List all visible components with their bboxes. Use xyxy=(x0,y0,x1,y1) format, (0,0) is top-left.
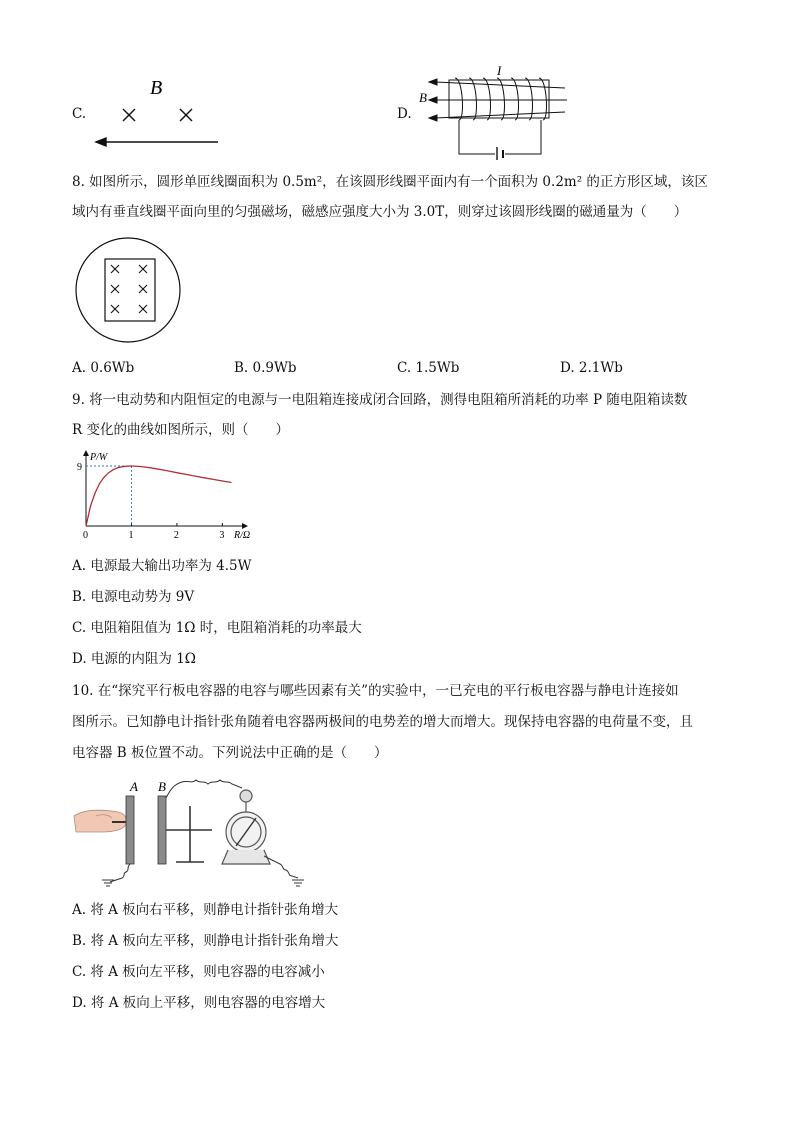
y-axis-arrow xyxy=(83,450,89,456)
q9-option-a[interactable]: A. 电源最大输出功率为 4.5W xyxy=(72,558,252,574)
plate-b-label: B xyxy=(158,779,166,794)
q9-stem-line-2: R 变化的曲线如图所示，则（ ） xyxy=(72,422,289,438)
q7-c-field-label: B xyxy=(150,77,163,99)
q9-stem-line-1: 9. 将一电动势和内阻恒定的电源与一电阻箱连接成闭合回路，测得电阻箱所消耗的功率 P 随电阻箱读数 xyxy=(72,392,688,408)
y-tick-label: 9 xyxy=(77,462,82,473)
q9-option-c[interactable]: C. 电阻箱阻值为 1Ω 时，电阻箱消耗的功率最大 xyxy=(72,620,362,636)
q8-stem-line-2: 域内有垂直线圈平面向里的匀强磁场，磁感应强度大小为 3.0T，则穿过该圆形线圈的磁通量为（ ） xyxy=(72,204,688,220)
q7-d-current-label: I xyxy=(497,63,502,78)
q10-option-b[interactable]: B. 将 A 板向左平移，则静电计指针张角增大 xyxy=(72,933,339,949)
q9-option-d[interactable]: D. 电源的内阻为 1Ω xyxy=(72,651,196,667)
wire-plate-a-ground xyxy=(110,864,130,882)
q7-option-d-label: D. xyxy=(397,106,412,122)
q7-figure-c xyxy=(88,72,228,154)
q9-option-b[interactable]: B. 电源电动势为 9V xyxy=(72,589,195,605)
q7-d-field-label: B xyxy=(419,90,427,105)
q8-option-a[interactable]: A. 0.6Wb xyxy=(72,360,135,376)
velocity-arrow xyxy=(96,138,218,146)
field-cross-marks xyxy=(111,265,147,313)
electrometer xyxy=(222,790,270,864)
q8-figure-coil xyxy=(74,236,184,346)
plate-a-label: A xyxy=(130,779,138,794)
q7-figure-d xyxy=(415,62,575,160)
plate-a xyxy=(126,796,134,864)
q10-stem-line-3: 电容器 B 板位置不动。下列说法中正确的是（ ） xyxy=(72,745,388,761)
q8-option-c[interactable]: C. 1.5Wb xyxy=(397,360,460,376)
field-into-page-cross xyxy=(123,109,192,121)
q10-option-d[interactable]: D. 将 A 板向上平移，则电容器的电容增大 xyxy=(72,995,326,1011)
x-axis-arrow xyxy=(242,523,248,529)
wire-electrometer-ground xyxy=(264,856,298,878)
q10-stem-line-1: 10. 在“探究平行板电容器的电容与哪些因素有关”的实验中，一已充电的平行板电容器与静电计连接如 xyxy=(72,683,679,699)
x-tick-label: 2 xyxy=(173,530,179,541)
q8-option-d[interactable]: D. 2.1Wb xyxy=(560,360,623,376)
q10-capacitor-electrometer-figure xyxy=(72,776,312,888)
power-curve xyxy=(86,466,232,526)
x-tick-label: 0 xyxy=(83,530,88,541)
circular-coil xyxy=(76,238,180,342)
solenoid-core xyxy=(449,80,549,118)
q10-option-a[interactable]: A. 将 A 板向右平移，则静电计指针张角增大 xyxy=(72,902,339,918)
battery-circuit xyxy=(459,120,541,160)
plate-b xyxy=(158,796,166,864)
q9-power-resistance-chart xyxy=(76,448,256,544)
x-axis-label: R/Ω xyxy=(234,530,251,541)
x-tick-label: 1 xyxy=(128,530,134,541)
q8-option-b[interactable]: B. 0.9Wb xyxy=(234,360,297,376)
x-tick-label: 3 xyxy=(219,530,225,541)
q7-option-c-label: C. xyxy=(72,106,87,122)
q10-stem-line-2: 图所示。已知静电计指针张角随着电容器两极间的电势差的增大而增大。现保持电容器的电荷量不变，且 xyxy=(72,714,693,730)
q8-stem-line-1: 8. 如图所示，圆形单匝线圈面积为 0.5m²，在该圆形线圈平面内有一个面积为 0.2m² 的正方形区域，该区 xyxy=(72,174,708,190)
plate-b-stand xyxy=(166,806,212,862)
q10-option-c[interactable]: C. 将 A 板向左平移，则电容器的电容减小 xyxy=(72,964,325,980)
ground-symbol-right xyxy=(292,880,304,886)
wire-plate-b-to-electrometer xyxy=(166,780,242,798)
y-axis-label: P/W xyxy=(90,452,108,463)
